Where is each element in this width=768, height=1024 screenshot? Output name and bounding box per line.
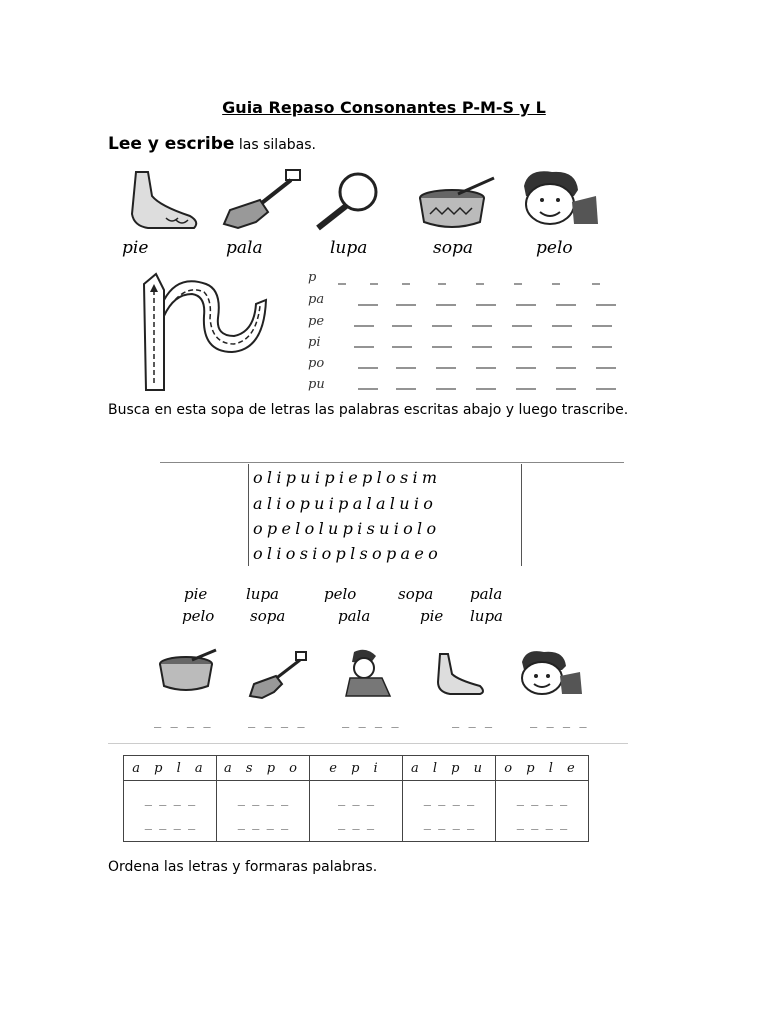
picture-row-2 bbox=[150, 648, 600, 700]
section2-instruction: Busca en esta sopa de letras las palabras escritas abajo y luego trascribe. bbox=[108, 402, 629, 418]
scrambled-word: a l p u bbox=[403, 756, 496, 781]
foot-icon bbox=[132, 172, 196, 228]
answer-blank[interactable]: _ _ _ bbox=[452, 714, 494, 728]
answer-cell[interactable] bbox=[310, 781, 403, 842]
answer-blank[interactable]: _ _ _ _ bbox=[342, 714, 400, 728]
scramble-table bbox=[123, 755, 589, 842]
divider bbox=[160, 462, 624, 463]
picture-label: pala bbox=[226, 238, 263, 258]
shovel-icon bbox=[224, 170, 300, 228]
answer-blank[interactable]: _ _ _ _ bbox=[144, 792, 196, 806]
foot-icon bbox=[438, 654, 483, 694]
grid-row: opelolupisuiolo bbox=[253, 519, 441, 538]
scrambled-word: o p l e bbox=[496, 756, 589, 781]
picture-label: lupa bbox=[330, 238, 368, 258]
answer-blank[interactable]: _ _ _ _ bbox=[144, 816, 196, 830]
search-word: pelo bbox=[182, 607, 215, 625]
syllable-pa: pa bbox=[308, 292, 325, 307]
magnifier-icon bbox=[318, 174, 376, 228]
section1-heading bbox=[108, 134, 316, 154]
answer-blank[interactable]: _ _ _ _ bbox=[516, 816, 568, 830]
soup-pot-icon bbox=[420, 178, 494, 227]
boy-hair-icon bbox=[524, 171, 598, 224]
search-word: lupa bbox=[246, 585, 280, 603]
search-word: pie bbox=[420, 607, 444, 625]
answer-blank[interactable]: _ _ _ _ bbox=[530, 714, 588, 728]
word-search-grid bbox=[248, 464, 522, 566]
syllable-p: p bbox=[308, 270, 317, 285]
syllable-pi: pi bbox=[308, 335, 321, 350]
search-word: pie bbox=[184, 585, 208, 603]
shovel-icon bbox=[250, 652, 306, 698]
answer-blank[interactable]: _ _ _ _ bbox=[237, 792, 289, 806]
answer-blank[interactable]: _ _ _ _ bbox=[423, 816, 475, 830]
answer-blank[interactable]: _ _ _ bbox=[337, 816, 375, 830]
grid-row: oliosioplsopaeo bbox=[253, 544, 443, 563]
search-word: pala bbox=[470, 585, 503, 603]
boy-hair-icon bbox=[522, 651, 582, 694]
answer-blank[interactable]: _ _ _ _ bbox=[248, 714, 306, 728]
picture-label: pelo bbox=[536, 238, 573, 258]
syllable-writing-lines bbox=[330, 270, 630, 395]
answer-cell[interactable] bbox=[496, 781, 589, 842]
divider bbox=[108, 743, 628, 744]
answer-blank[interactable]: _ _ _ bbox=[337, 792, 375, 806]
search-word: sopa bbox=[398, 585, 434, 603]
scrambled-word: a p l a bbox=[124, 756, 217, 781]
answer-blank[interactable]: _ _ _ _ bbox=[154, 714, 212, 728]
search-word: pelo bbox=[324, 585, 357, 603]
grid-row: aliopuipalaluio bbox=[253, 494, 438, 513]
search-word: pala bbox=[338, 607, 371, 625]
picture-row bbox=[108, 166, 653, 236]
answer-blank[interactable]: _ _ _ _ bbox=[423, 792, 475, 806]
search-word: sopa bbox=[250, 607, 286, 625]
section1-heading-rest: las silabas. bbox=[234, 137, 316, 153]
page-title: Guia Repaso Consonantes P-M-S y L bbox=[222, 98, 546, 117]
grid-row: olipuipieplosim bbox=[253, 468, 442, 487]
soup-pot-icon bbox=[160, 650, 216, 690]
boy-washing-hair-icon bbox=[346, 650, 390, 696]
search-word: lupa bbox=[470, 607, 504, 625]
scrambled-word: a s p o bbox=[217, 756, 310, 781]
answer-blank[interactable]: _ _ _ _ bbox=[516, 792, 568, 806]
syllable-pe: pe bbox=[308, 314, 325, 329]
section1-heading-bold: Lee y escribe bbox=[108, 134, 235, 154]
tracing-letter-p-icon bbox=[130, 270, 280, 400]
scrambled-word: e p i bbox=[310, 756, 403, 781]
answer-cell[interactable] bbox=[217, 781, 310, 842]
syllable-po: po bbox=[308, 356, 325, 371]
section3-instruction: Ordena las letras y formaras palabras. bbox=[108, 859, 378, 875]
answer-cell[interactable] bbox=[403, 781, 496, 842]
answer-cell[interactable] bbox=[124, 781, 217, 842]
syllable-pu: pu bbox=[308, 377, 325, 392]
picture-label: sopa bbox=[433, 238, 473, 258]
answer-blank[interactable]: _ _ _ _ bbox=[237, 816, 289, 830]
picture-label: pie bbox=[122, 238, 149, 258]
